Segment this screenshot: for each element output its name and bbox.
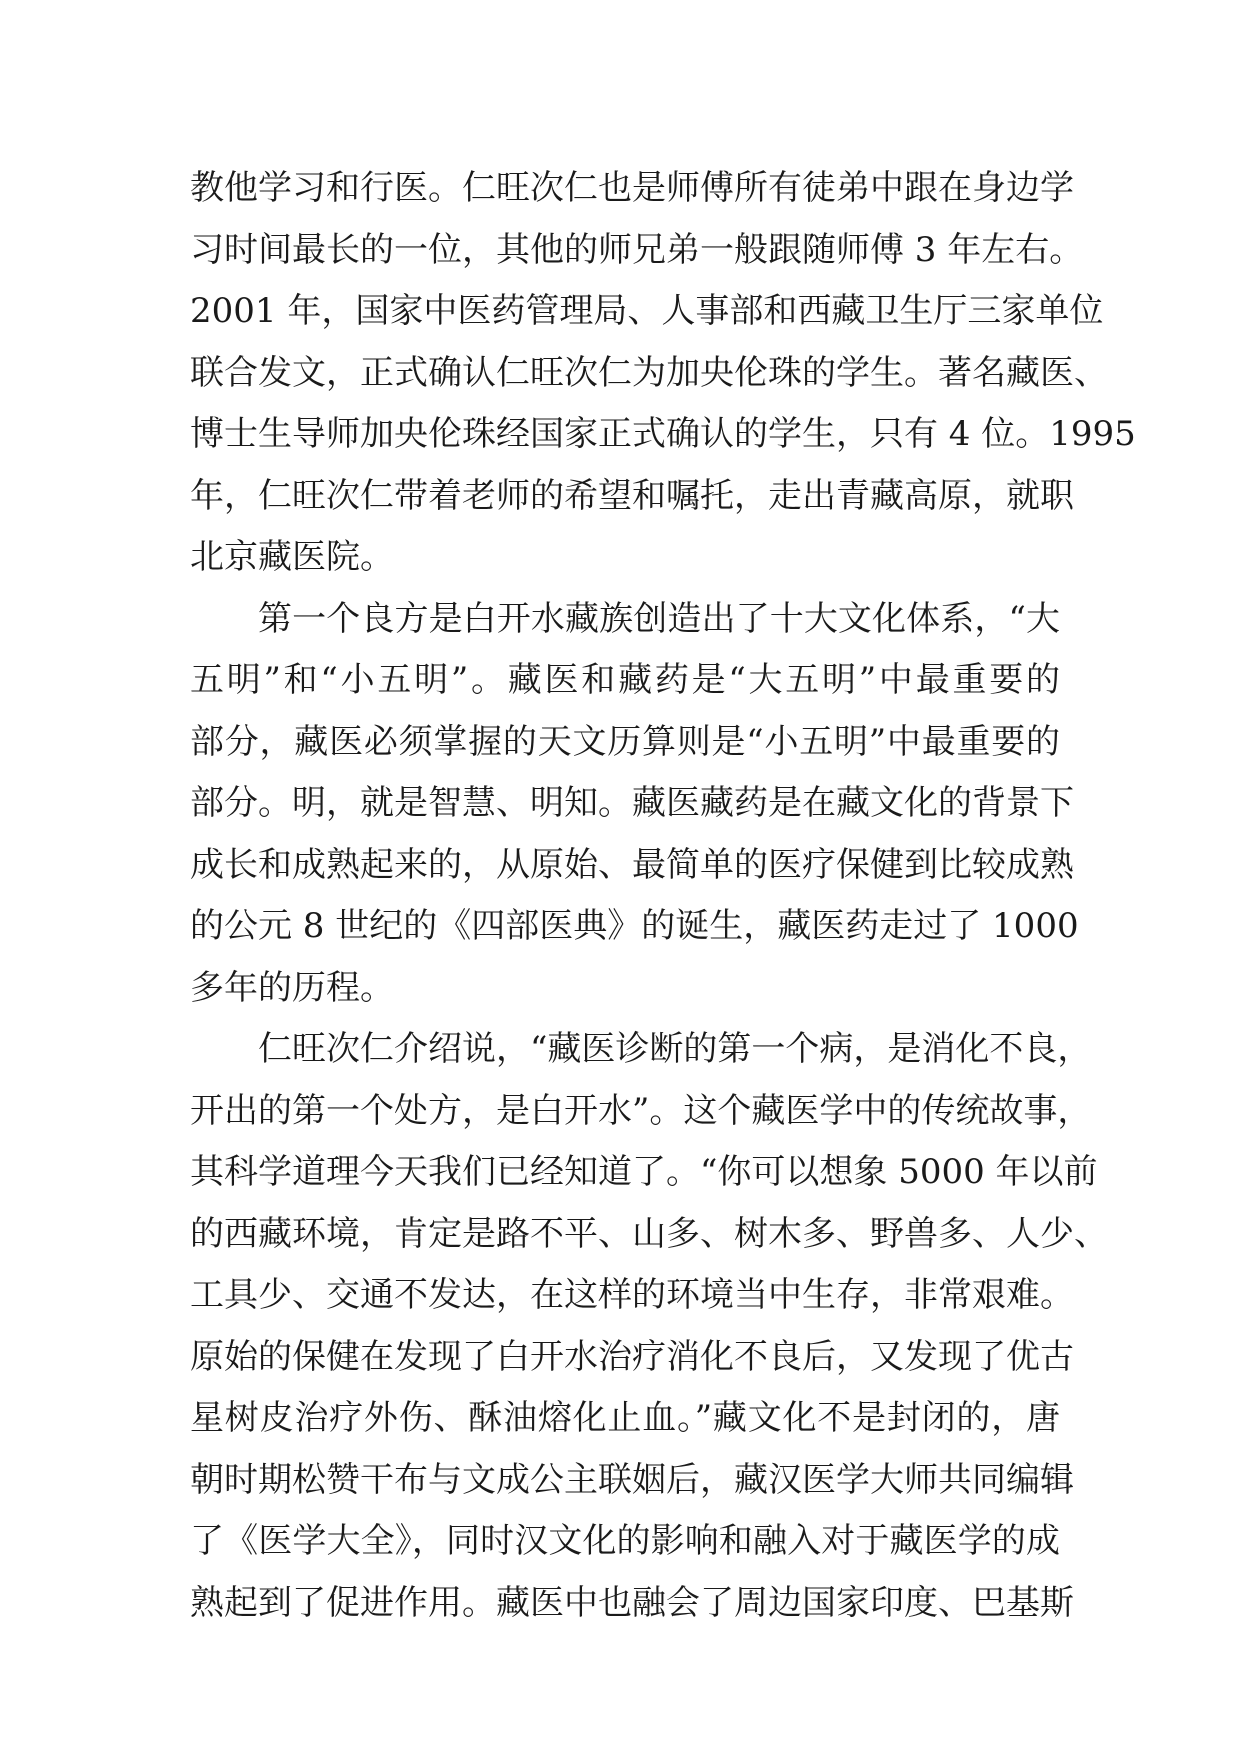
text-line: 2001 年，国家中医药管理局、人事部和西藏卫生厅三家单位 — [190, 291, 1104, 331]
text-line: 了《医学大全》，同时汉文化的影响和融入对于藏医学的成 — [190, 1521, 1060, 1561]
text-line: 工具少、交通不发达，在这样的环境当中生存，非常艰难。 — [190, 1275, 1074, 1315]
paragraph-3 — [190, 1019, 1108, 1634]
text-line: 北京藏医院。 — [190, 537, 394, 577]
text-line: 多年的历程。 — [190, 967, 394, 1008]
text-line: 年，仁旺次仁带着老师的希望和嘱托，走出青藏高原，就职 — [190, 475, 1074, 516]
text-line: 成长和成熟起来的，从原始、最简单的医疗保健到比较成熟 — [190, 844, 1074, 885]
document-body — [190, 158, 1136, 1634]
text-line: 星树皮治疗外伤、酥油熔化止血。”藏文化不是封闭的，唐 — [190, 1398, 1060, 1438]
text-line: 的公元 8 世纪的《四部医典》的诞生，藏医药走过了 1000 — [190, 906, 1079, 946]
text-line: 的西藏环境，肯定是路不平、山多、树木多、野兽多、人少、 — [190, 1213, 1108, 1254]
text-line: 朝时期松赞干布与文成公主联姻后，藏汉医学大师共同编辑 — [190, 1459, 1074, 1500]
text-line: 开出的第一个处方，是白开水”。这个藏医学中的传统故事， — [190, 1090, 1092, 1131]
paragraph-2 — [190, 589, 1079, 1020]
text-line: 部分，藏医必须掌握的天文历算则是“小五明”中最重要的 — [190, 721, 1060, 762]
text-line: 部分。明，就是智慧、明知。藏医藏药是在藏文化的背景下 — [190, 783, 1074, 823]
text-line: 熟起到了促进作用。藏医中也融会了周边国家印度、巴基斯 — [190, 1582, 1074, 1623]
text-line: 第一个良方是白开水藏族创造出了十大文化体系，“大 — [258, 598, 1060, 639]
text-line: 其科学道理今天我们已经知道了。“你可以想象 5000 年以前 — [190, 1152, 1098, 1192]
text-line: 教他学习和行医。仁旺次仁也是师傅所有徒弟中跟在身边学 — [190, 168, 1074, 208]
text-line: 习时间最长的一位，其他的师兄弟一般跟随师傅 3 年左右。 — [190, 229, 1084, 270]
text-line: 博士生导师加央伦珠经国家正式确认的学生，只有 4 位。1995 — [190, 414, 1136, 454]
text-line: 联合发文，正式确认仁旺次仁为加央伦珠的学生。著名藏医、 — [190, 352, 1108, 393]
paragraph-1 — [190, 158, 1136, 589]
text-line: 仁旺次仁介绍说，“藏医诊断的第一个病，是消化不良， — [258, 1029, 1092, 1069]
text-line: 原始的保健在发现了白开水治疗消化不良后，又发现了优古 — [190, 1336, 1074, 1377]
text-line: 五明”和“小五明”。藏医和藏药是“大五明”中最重要的 — [190, 660, 1060, 700]
